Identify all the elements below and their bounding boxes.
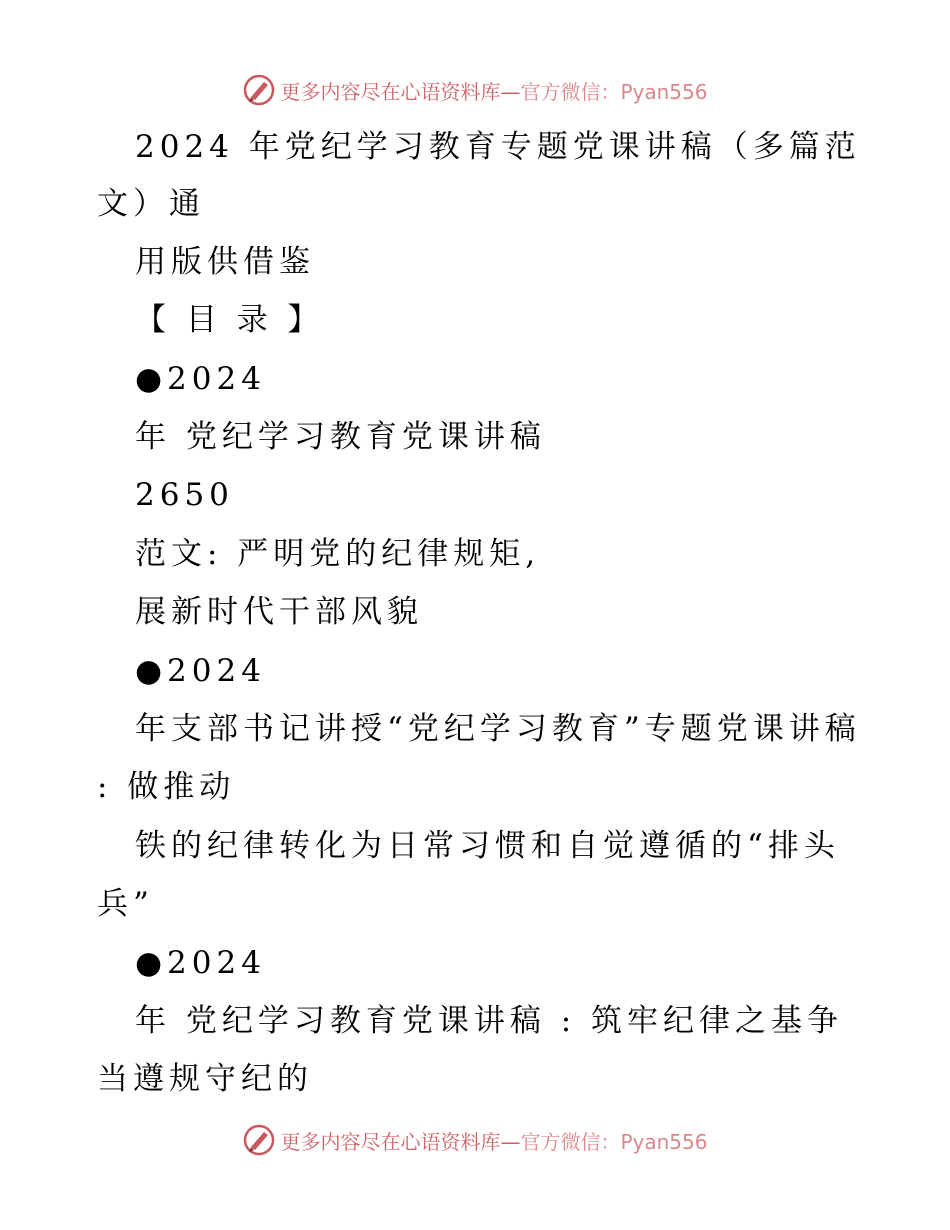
toc-item-2-line-2: : 做推动	[97, 769, 236, 805]
header-watermark	[0, 70, 950, 110]
doc-title-line-2: 文）通	[97, 186, 205, 222]
watermark-text	[280, 1126, 707, 1155]
toc-item-2-line-3: 铁的纪律转化为日常习惯和自觉遵循的“排头	[135, 828, 840, 864]
watermark-dash: —	[500, 1129, 521, 1154]
toc-item-1-bullet: ●2024	[135, 361, 266, 397]
pen-logo-icon	[242, 73, 276, 107]
toc-item-1-line-3: 范文: 严明党的纪律规矩,	[135, 536, 541, 572]
watermark-dash: —	[500, 79, 521, 104]
watermark-contact: 官方微信：Pyan556	[520, 1129, 708, 1154]
toc-item-2-bullet: ●2024	[135, 653, 266, 689]
pen-logo-icon	[242, 1123, 276, 1157]
toc-item-1-line-2: 2650	[135, 477, 234, 513]
watermark-brand: 更多内容尽在心语资料库	[280, 1129, 501, 1154]
footer-watermark	[0, 1120, 950, 1160]
toc-item-3-line-1: 年 党纪学习教育党课讲稿 : 筑牢纪律之基争	[135, 1003, 844, 1039]
toc-item-2-line-1: 年支部书记讲授“党纪学习教育”专题党课讲稿	[135, 711, 861, 747]
watermark-contact: 官方微信：Pyan556	[520, 79, 708, 104]
toc-item-2-line-4: 兵”	[97, 886, 154, 922]
watermark-text	[280, 76, 707, 105]
doc-title-line-1: 2024 年党纪学习教育专题党课讲稿（多篇范	[135, 129, 861, 165]
toc-item-3-bullet: ●2024	[135, 945, 266, 981]
toc-item-1-line-1: 年 党纪学习教育党课讲稿	[135, 419, 546, 455]
doc-title-line-3: 用版供借鉴	[135, 244, 315, 280]
toc-heading: 【 目 录 】	[135, 302, 324, 338]
toc-item-3-line-2: 当遵规守纪的	[97, 1061, 313, 1097]
toc-item-1-line-4: 展新时代干部风貌	[135, 594, 423, 630]
watermark-brand: 更多内容尽在心语资料库	[280, 79, 501, 104]
